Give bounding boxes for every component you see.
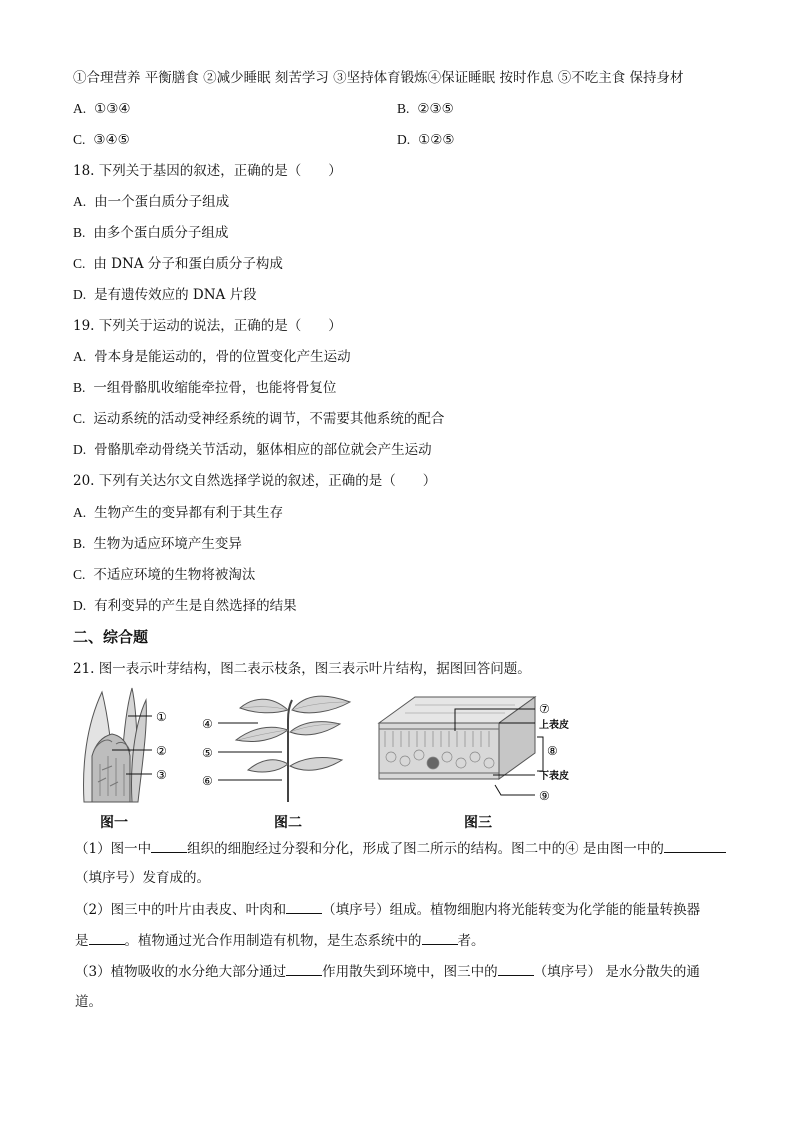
fig2-label-5: ⑤ [202, 746, 213, 760]
q21-part2-line1: （2）图三中的叶片由表皮、叶肉和 （填序号）组成。植物细胞内将光能转变为化学能的能量转换器 [75, 899, 700, 920]
fig3-caption: 图三 [464, 815, 492, 831]
q21-part3-line1: （3）植物吸收的水分绝大部分通过 作用散失到环境中，图三中的 （填序号） 是水分散失的通 [75, 961, 700, 982]
fig1-label-1: ① [156, 710, 167, 724]
q21-part3-line2: 道。 [75, 994, 102, 1010]
answer-blank[interactable] [286, 961, 322, 976]
q20-stem: 20. 下列有关达尔文自然选择学说的叙述，正确的是（ ） [73, 473, 437, 489]
figure-twig [200, 690, 360, 805]
q17-option-d[interactable]: D. ①②⑤ [397, 132, 455, 148]
q21-stem: 21. 图一表示叶芽结构，图二表示枝条，图三表示叶片结构，据图回答问题。 [73, 661, 531, 677]
q20-option-d[interactable]: D. 有利变异的产生是自然选择的结果 [73, 598, 297, 614]
q20-option-b[interactable]: B. 生物为适应环境产生变异 [73, 536, 242, 552]
fig2-caption: 图二 [274, 815, 302, 831]
q18-option-c[interactable]: C. 由 DNA 分子和蛋白质分子构成 [73, 256, 283, 272]
answer-blank[interactable] [286, 899, 322, 914]
q19-option-c[interactable]: C. 运动系统的活动受神经系统的调节，不需要其他系统的配合 [73, 411, 445, 427]
fig3-label-9: ⑨ [539, 789, 550, 803]
q19-option-b[interactable]: B. 一组骨骼肌收缩能牵拉骨，也能将骨复位 [73, 380, 337, 396]
q17-stem-tail: ①合理营养 平衡膳食 ②减少睡眠 刻苦学习 ③坚持体育锻炼④保证睡眠 按时作息 ⑤不吃主食 保持身材 [73, 70, 684, 86]
fig1-label-3: ③ [156, 768, 167, 782]
fig1-caption: 图一 [100, 815, 128, 831]
figure-leaf-cross-section [375, 693, 595, 808]
q19-stem: 19. 下列关于运动的说法，正确的是（ ） [73, 318, 342, 334]
q20-option-a[interactable]: A. 生物产生的变异都有利于其生存 [73, 505, 284, 521]
q18-option-a[interactable]: A. 由一个蛋白质分子组成 [73, 194, 230, 210]
fig2-label-4: ④ [202, 717, 213, 731]
q17-option-c[interactable]: C. ③④⑤ [73, 132, 130, 148]
q17-option-b[interactable]: B. ②③⑤ [397, 101, 454, 117]
fig1-label-2: ② [156, 744, 167, 758]
fig3-label-upper-epidermis: 上表皮 [539, 720, 569, 731]
q17-option-a[interactable]: A. ①③④ [73, 101, 131, 117]
q20-option-c[interactable]: C. 不适应环境的生物将被淘汰 [73, 567, 256, 583]
q21-part1-line2: （填序号）发育成的。 [75, 870, 210, 886]
section-title: 二、综合题 [73, 628, 149, 646]
fig2-label-6: ⑥ [202, 774, 213, 788]
answer-blank[interactable] [89, 930, 125, 945]
q18-option-d[interactable]: D. 是有遗传效应的 DNA 片段 [73, 287, 257, 303]
q21-part2-line2: 是 。植物通过光合作用制造有机物，是生态系统中的 者。 [75, 930, 485, 951]
fig3-label-lower-epidermis: 下表皮 [539, 771, 569, 782]
answer-blank[interactable] [664, 838, 726, 853]
q21-part1-line1: （1）图一中 组织的细胞经过分裂和分化，形成了图二所示的结构。图二中的④ 是由图一中的 [75, 838, 726, 859]
figure-leaf-bud [72, 686, 202, 804]
fig3-label-8: ⑧ [547, 744, 558, 758]
q18-stem: 18. 下列关于基因的叙述，正确的是（ ） [73, 163, 342, 179]
answer-blank[interactable] [422, 930, 458, 945]
answer-blank[interactable] [498, 961, 534, 976]
q19-option-d[interactable]: D. 骨骼肌牵动骨绕关节活动，躯体相应的部位就会产生运动 [73, 442, 432, 458]
answer-blank[interactable] [151, 838, 187, 853]
q19-option-a[interactable]: A. 骨本身是能运动的，骨的位置变化产生运动 [73, 349, 351, 365]
q18-option-b[interactable]: B. 由多个蛋白质分子组成 [73, 225, 229, 241]
fig3-label-7: ⑦ [539, 702, 550, 716]
